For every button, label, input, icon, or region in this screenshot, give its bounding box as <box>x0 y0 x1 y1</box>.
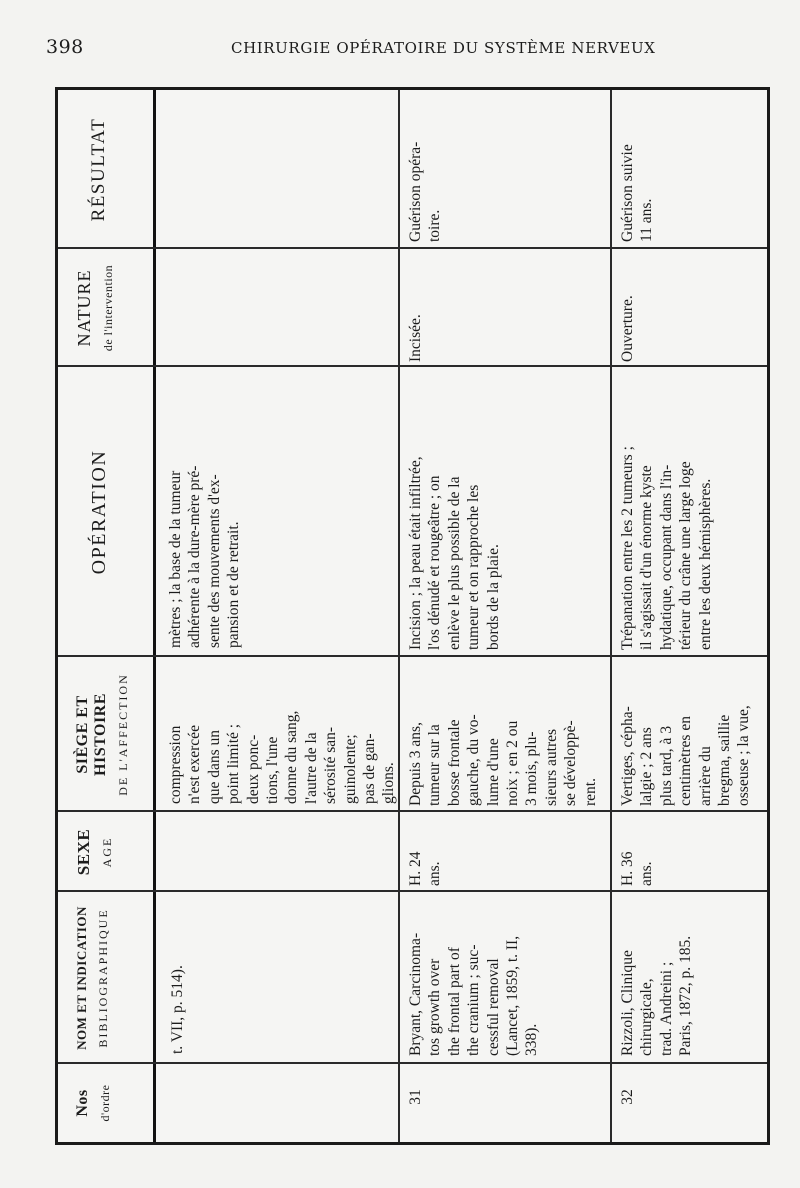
header-siege-top: SIÈGE ET HISTOIRE <box>74 693 109 776</box>
header-resultat-label: RÉSULTAT <box>88 117 109 222</box>
row1-siege: compression n'est exercée que dans un point limité ; deux ponc- tions, l'une donne du sang, l'autre de la sérosité san- guinolente; pas de gan- glions. <box>167 710 398 804</box>
column-rule <box>58 891 767 893</box>
header-nature <box>58 249 153 367</box>
header-resultat <box>58 90 153 249</box>
row31-resultat: Guérison opéra- toire. <box>407 141 444 242</box>
row32-sexe: H. 36 ans. <box>619 851 656 886</box>
header-operation <box>58 367 153 657</box>
header-nom-top: NOM ET INDICATION <box>74 906 89 1050</box>
row31-siege: Depuis 3 ans, tumeur sur la bosse frontale gauche, du vo- lume d'une noix ; en 2 ou 3 mois, plu- sieurs autres se développè- rent. <box>407 714 599 806</box>
running-title: CHIRURGIE OPÉRATOIRE DU SYSTÈME NERVEUX <box>231 39 656 57</box>
row31-nom: Bryant, Carcinoma- tos growth over the frontal part of the cranium ; suc- cessful removal (Lancet, 1859, t. II, 338). <box>407 932 541 1056</box>
row32-operation: Trépanation entre les 2 tumeurs ; il s'agissait d'un énorme kyste hydatique, occupant dans l'in- térieur du crâne une large loge entre les deux hémisphères. <box>619 446 714 650</box>
header-nom-bottom: BIBLIOGRAPHIQUE <box>96 908 110 1048</box>
row32-nom: Rizzoli, Clinique chirurgicale, trad. Andreini ; Paris, 1872, p. 185. <box>619 935 695 1056</box>
header-sexe <box>58 812 153 892</box>
column-rule <box>58 811 767 813</box>
header-nos-bottom: d'ordre <box>98 1084 112 1122</box>
row31-operation: Incision ; la peau était infiltrée, l'os dénudé et rougeâtre ; on enlève le plus possible de la tumeur et on rapproche les bords de la plaie. <box>407 456 502 650</box>
header-nature-bottom: de l'intervention <box>101 264 115 352</box>
column-rule <box>58 656 767 658</box>
data-table <box>55 87 770 1145</box>
row31-nature: Incisée. <box>407 314 424 362</box>
row32-siege: Vertiges, cépha- lalgie ; 2 ans plus tard, à 3 centimètres en arrière du bregma, saillie osseuse ; la vue, <box>619 705 753 806</box>
row32-no: 32 <box>619 1089 636 1105</box>
header-nos <box>58 1064 153 1142</box>
header-sexe-bottom: AGE <box>100 836 114 868</box>
header-operation-label: OPÉRATION <box>88 449 110 575</box>
page-number: 398 <box>46 36 84 58</box>
header-siege-bottom: DE L'AFFECTION <box>116 673 130 796</box>
row1-operation: mètres ; la base de la tumeur adhérente à la dure-mère pré- sente des mouvements d'ex- pansion et de retrait. <box>167 465 243 648</box>
header-sexe-top: SEXE <box>74 828 93 876</box>
column-rule <box>58 366 767 368</box>
table-frame <box>55 87 770 1145</box>
row31-no: 31 <box>407 1089 424 1105</box>
header-nature-top: NATURE <box>74 269 94 347</box>
column-rule <box>58 1063 767 1065</box>
row31-sexe: H. 24 ans. <box>407 851 444 886</box>
header-nom <box>58 892 153 1064</box>
header-nos-top: Nos <box>74 1089 91 1117</box>
row32-nature: Ouverture. <box>619 295 636 362</box>
header-siege <box>58 657 153 812</box>
row32-resultat: Guérison suivie 11 ans. <box>619 144 656 242</box>
column-rule <box>58 248 767 250</box>
page-header <box>46 36 766 60</box>
row1-nom: t. VII, p. 514). <box>169 965 186 1054</box>
